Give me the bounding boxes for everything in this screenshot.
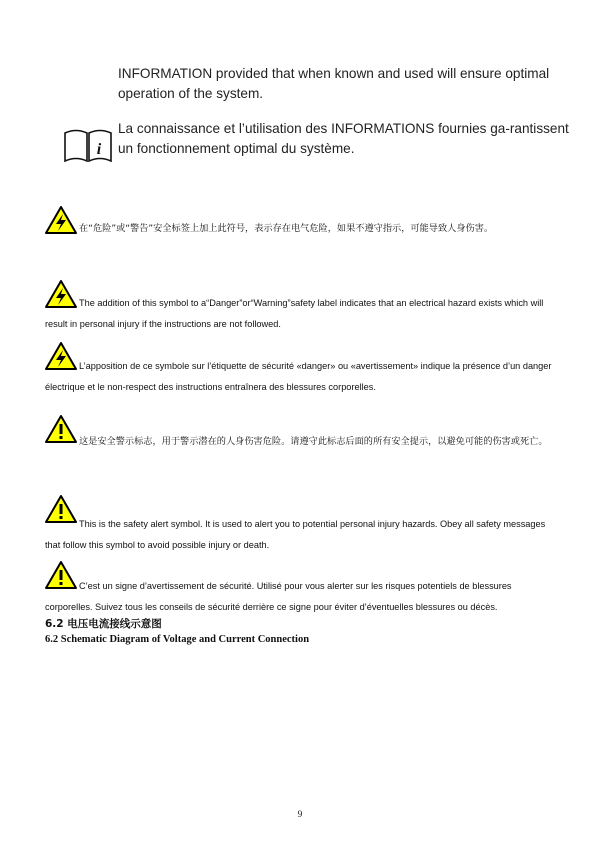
info-text-en: INFORMATION provided that when known and used will ensure optimal operation of the system. [118, 66, 550, 101]
svg-text:i: i [96, 141, 102, 158]
electrical-hazard-text-en: The addition of this symbol to a“Danger”or“Warning”safety label indicates that an electrical hazard exists which will result in personal injury if the instructions are not followed. [45, 298, 544, 329]
safety-alert-text-en: This is the safety alert symbol. It is used to alert you to potential personal injury hazards. Obey all safety messages that follow this symbol to avoid possible injury or death. [45, 519, 546, 550]
info-book-icon [63, 127, 113, 163]
info-text-fr: La connaissance et l’utilisation des INFORMATIONS fournies ga-rantissent un fonctionnement optimal du système. [118, 121, 569, 156]
safety-alert-text-cn: 这是安全警示标志，用于警示潜在的人身伤害危险。请遵守此标志后面的所有安全提示，以避免可能的伤害或死亡。 [79, 436, 548, 447]
electrical-hazard-text-cn: 在“危险”或“警告”安全标签上加上此符号，表示存在电气危险，如果不遵守指示，可能导致人身伤害。 [79, 223, 494, 234]
safety-alert-text-fr: C’est un signe d’avertissement de sécurité. Utilisé pour vous alerter sur les risques potentiels de blessures corporelles. Suivez tous les conseils de sécurité derrière ce signe pour éviter d’éventuelles blessures ou décès. [45, 581, 512, 612]
section-heading-cn: 6.2 电压电流接线示意图 [45, 618, 162, 630]
page-number: 9 [297, 809, 303, 819]
electrical-hazard-text-fr: L’apposition de ce symbole sur l’étiquette de sécurité «danger» ou «avertissement» indique la présence d’un danger électrique et le non-respect des instructions entraînera des blessures corporelles. [45, 361, 552, 392]
section-heading-en: 6.2 Schematic Diagram of Voltage and Current Connection [45, 634, 310, 645]
